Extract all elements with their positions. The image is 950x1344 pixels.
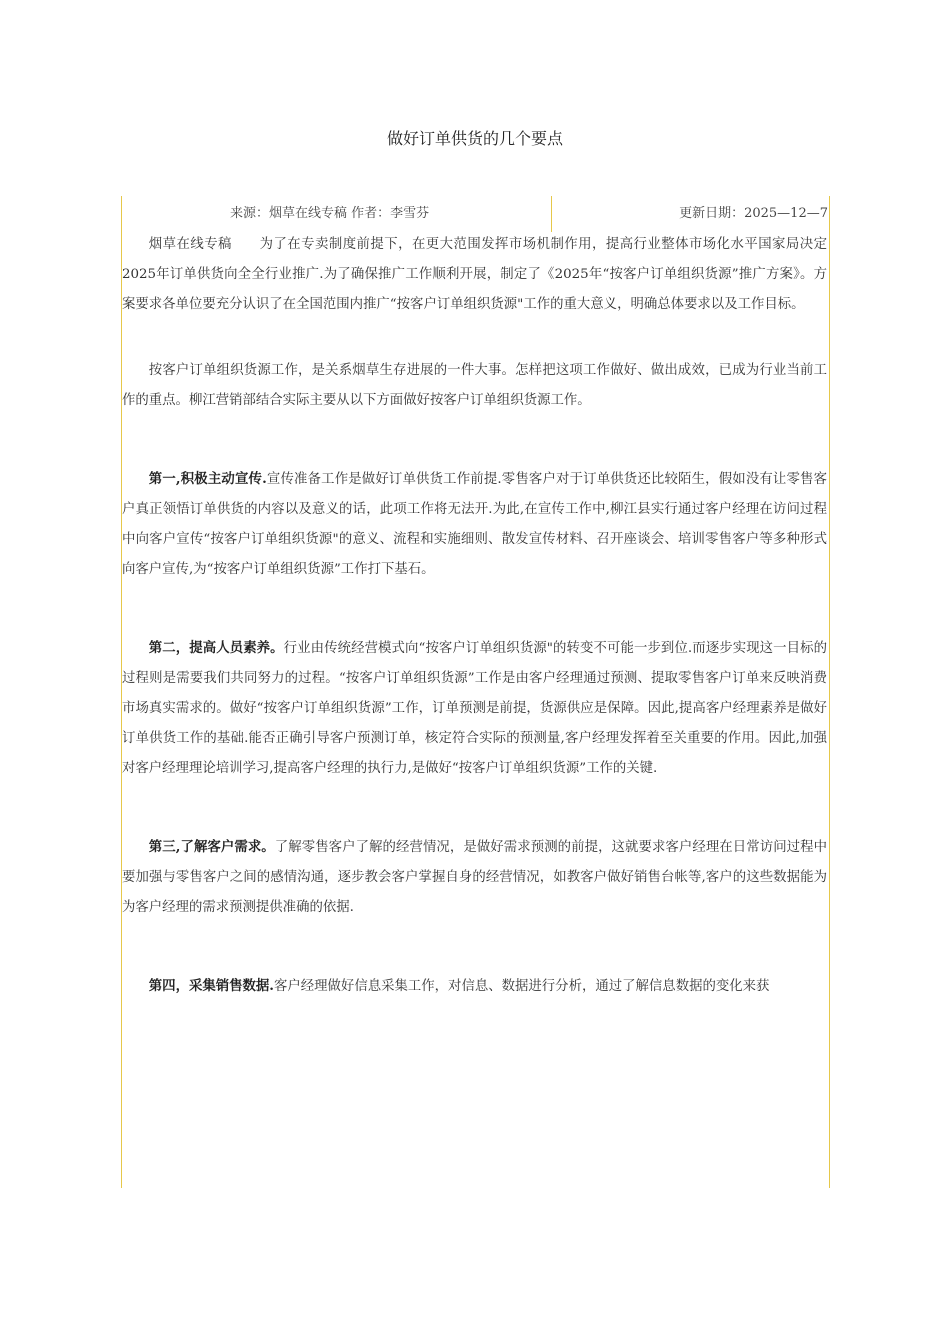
paragraph-text: 了解零售客户了解的经营情况，是做好需求预测的前提，这就要求客户经理在日常访问过程中要加强与零售客户之间的感情沟通，逐步教会客户掌握自身的经营情况，如教客户做好销售台帐等,客户的这些数据能为为客户经理的需求预测提供准确的依据. — [122, 840, 827, 915]
paragraph-point-4 — [122, 971, 827, 1002]
paragraph-point-3 — [122, 832, 827, 923]
article-source-author: 来源：烟草在线专稿 作者：李雪芬 — [230, 206, 430, 221]
paragraph-heading: 第四，采集销售数据. — [148, 978, 274, 994]
paragraph-text: 按客户订单组织货源工作，是关系烟草生存进展的一件大事。怎样把这项工作做好、做出成效，已成为行业当前工作的重点。柳江营销部结合实际主要从以下方面做好按客户订单组织货源工作。 — [122, 363, 827, 408]
article-update-date: 更新日期：2025—12—7 — [679, 206, 828, 221]
paragraph-heading: 第一,积极主动宣传. — [148, 471, 267, 487]
article-body — [122, 230, 827, 1002]
paragraph-point-2 — [122, 633, 827, 784]
paragraph-text: 行业由传统经营模式向“按客户订单组织货源"的转变不可能一步到位.而逐步实现这一目标的过程则是需要我们共同努力的过程。“按客户订单组织货源”工作是由客户经理通过预测、提取零售客户订单来反映消费市场真实需求的。做好“按客户订单组织货源”工作，订单预测是前提，货源供应是保障。因此,提高客户经理素养是做好订单供货工作的基础.能否正确引导客户预测订单，核定符合实际的预测量,客户经理发挥着至关重要的作用。因此,加强对客户经理理论培训学习,提高客户经理的执行力,是做好“按客户订单组织货源”工作的关键. — [122, 641, 828, 776]
paragraph-intro — [122, 230, 827, 320]
paragraph-heading: 第二，提高人员素养。 — [148, 640, 284, 656]
paragraph-point-1 — [122, 464, 827, 585]
paragraph-text: 烟草在线专稿 为了在专卖制度前提下，在更大范围发挥市场机制作用，提高行业整体市场化水平国家局决定2025年订单供货向全全行业推广.为了确保推广工作顺利开展，制定了《2025年“按客户订单组织货源”推广方案》。方案要求各单位要充分认识了在全国范围内推广“按客户订单组织货源"工作的重大意义，明确总体要求以及工作目标。 — [122, 237, 827, 312]
paragraph-text: 客户经理做好信息采集工作，对信息、数据进行分析，通过了解信息数据的变化来获 — [273, 979, 770, 994]
page-title: 做好订单供货的几个要点 — [386, 129, 563, 148]
paragraph-heading: 第三,了解客户需求。 — [148, 839, 275, 855]
paragraph-text: 宣传准备工作是做好订单供货工作前提.零售客户对于订单供货还比较陌生，假如没有让零售客户真正领悟订单供货的内容以及意义的话，此项工作将无法开.为此,在宣传工作中,柳江县实行通过客户经理在访问过程中向客户宣传“按客户订单组织货源"的意义、流程和实施细则、散发宣传材料、召开座谈会、培训零售客户等多种形式向客户宣传,为“按客户订单组织货源”工作打下基石。 — [122, 472, 827, 577]
meta-divider — [551, 196, 552, 232]
paragraph-overview — [122, 356, 827, 416]
